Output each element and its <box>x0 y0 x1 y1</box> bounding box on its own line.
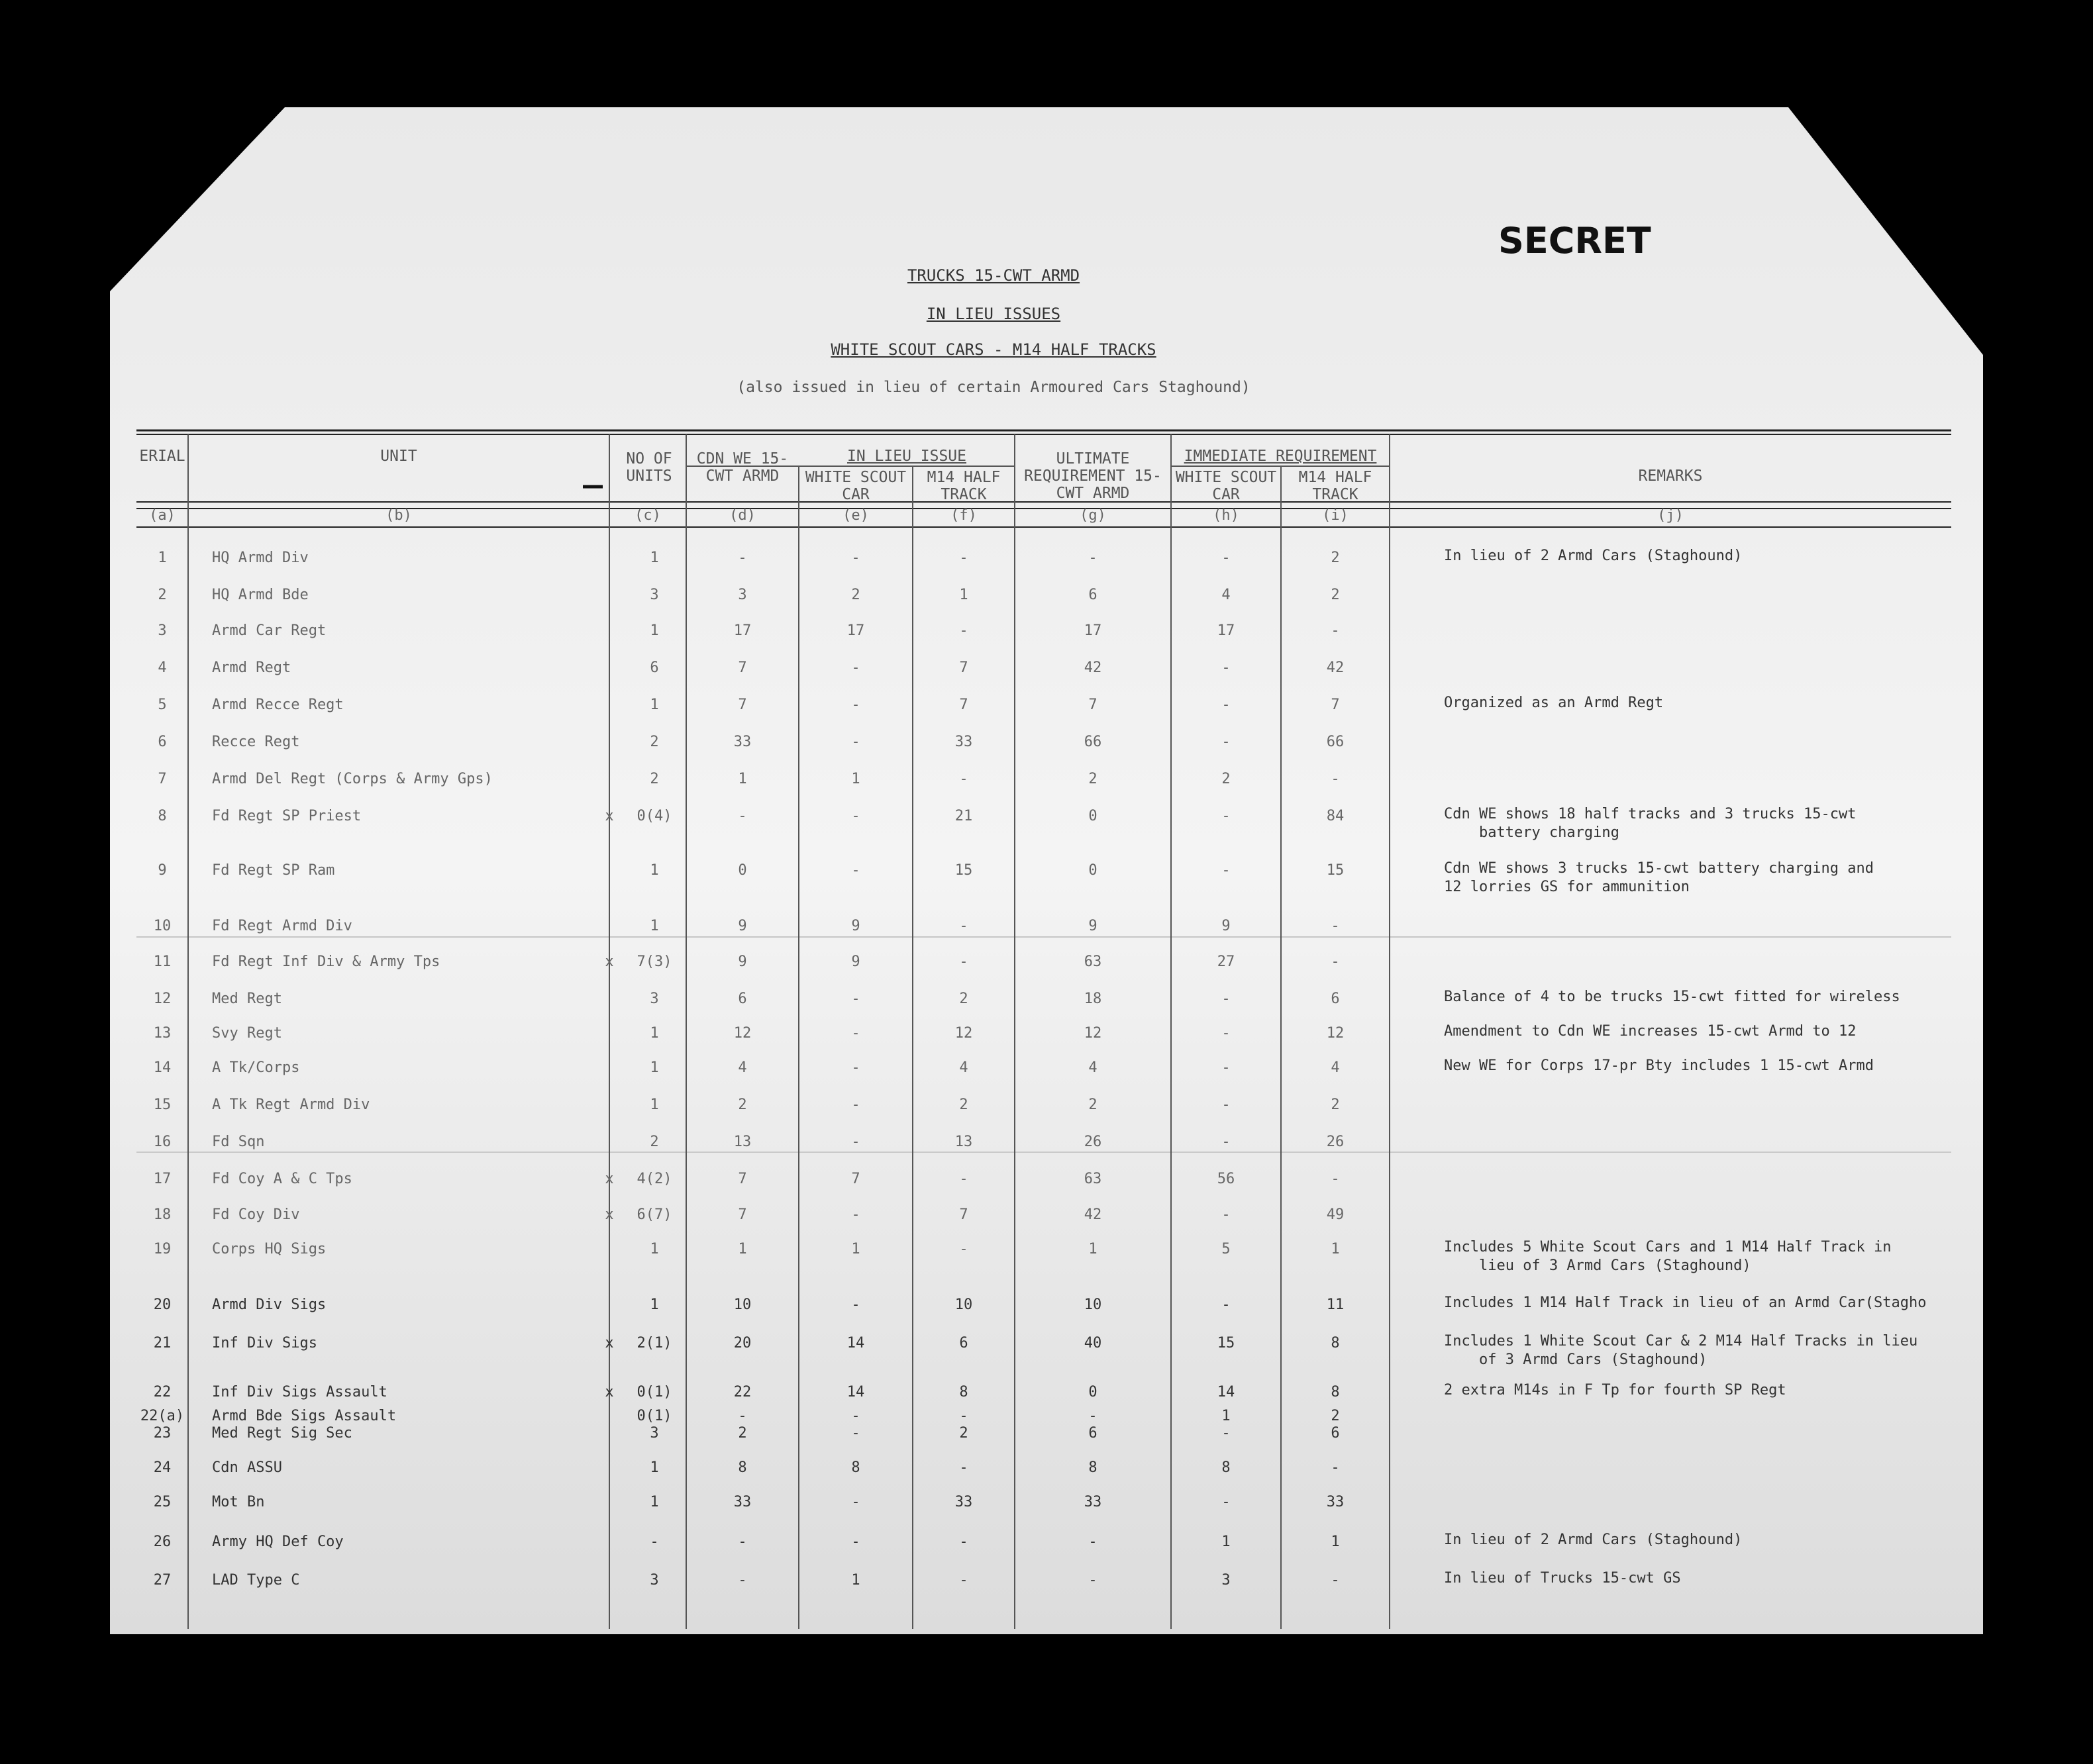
cell-ult: 0 <box>1088 808 1098 824</box>
cell-wsc: - <box>851 660 860 676</box>
col-header-cdn-we: CDN WE 15-CWT ARMD <box>696 450 789 485</box>
cell-unit: Corps HQ Sigs <box>212 1241 327 1257</box>
cell-units: 3 <box>650 1572 659 1589</box>
cell-im14: 15 <box>1326 862 1345 879</box>
cell-iwsc: - <box>1221 808 1231 824</box>
cell-serial: 14 <box>153 1059 172 1076</box>
cell-ult: 0 <box>1088 862 1098 879</box>
cell-m14: - <box>959 771 968 787</box>
cell-serial: 16 <box>153 1134 172 1150</box>
cell-units: 2(1) <box>637 1335 672 1351</box>
cell-cdn: 22 <box>733 1384 752 1400</box>
cell-im14: 12 <box>1326 1025 1345 1042</box>
cell-wsc: 8 <box>851 1459 860 1476</box>
cell-serial: 13 <box>153 1025 172 1042</box>
cell-serial: 24 <box>153 1459 172 1476</box>
cell-serial: 9 <box>158 862 167 879</box>
cell-serial: 22 <box>153 1384 172 1400</box>
cell-cdn: 7 <box>738 660 747 676</box>
cell-remarks: Amendment to Cdn WE increases 15-cwt Armd to 12 <box>1444 1023 1857 1040</box>
cell-wsc: - <box>851 734 860 750</box>
cell-unit: Svy Regt <box>212 1025 282 1042</box>
cell-serial: 20 <box>153 1297 172 1313</box>
cell-unit: Mot Bn <box>212 1494 265 1510</box>
cell-mark: x <box>605 808 614 824</box>
col-header-immediate: IMMEDIATE REQUIREMENT <box>1184 448 1377 465</box>
cell-unit: Cdn ASSU <box>212 1459 282 1476</box>
cell-iwsc: - <box>1221 734 1231 750</box>
cell-remarks: Includes 1 White Scout Car & 2 M14 Half Tracks in lieu of 3 Armd Cars (Staghound) <box>1444 1333 1918 1368</box>
cell-wsc: 2 <box>851 587 860 603</box>
cell-m14: - <box>959 954 968 970</box>
cell-cdn: 33 <box>733 734 752 750</box>
cell-serial: 1 <box>158 550 167 566</box>
cell-cdn: 9 <box>738 918 747 934</box>
cell-im14: 84 <box>1326 808 1345 824</box>
cell-m14: 10 <box>954 1297 973 1313</box>
cell-iwsc: - <box>1221 991 1231 1007</box>
column-letter: (f) <box>950 507 977 524</box>
cell-units: 7(3) <box>637 954 672 970</box>
cell-ult: 10 <box>1084 1297 1102 1313</box>
cell-ult: 0 <box>1088 1384 1098 1400</box>
cell-unit: LAD Type C <box>212 1572 300 1589</box>
cell-m14: 2 <box>959 1425 968 1442</box>
cell-iwsc: - <box>1221 1025 1231 1042</box>
cell-cdn: 7 <box>738 697 747 713</box>
cell-wsc: - <box>851 1494 860 1510</box>
cell-wsc: - <box>851 991 860 1007</box>
cell-serial: 17 <box>153 1171 172 1187</box>
cell-wsc: - <box>851 1025 860 1042</box>
cell-cdn: 2 <box>738 1097 747 1113</box>
cell-serial: 2 <box>158 587 167 603</box>
cell-im14: 11 <box>1326 1297 1345 1313</box>
cell-units: 0(4) <box>637 808 672 824</box>
cell-ult: 6 <box>1088 587 1098 603</box>
column-letter: (c) <box>635 507 661 524</box>
cell-m14: 8 <box>959 1384 968 1400</box>
cell-cdn: 4 <box>738 1059 747 1076</box>
cell-m14: - <box>959 550 968 566</box>
cell-units: 4(2) <box>637 1171 672 1187</box>
cell-im14: - <box>1331 771 1340 787</box>
cell-units: 1 <box>650 550 659 566</box>
cell-units: 0(1) <box>637 1384 672 1400</box>
cell-iwsc: 14 <box>1217 1384 1235 1400</box>
cell-serial: 7 <box>158 771 167 787</box>
cell-m14: 12 <box>954 1025 973 1042</box>
cell-mark: x <box>605 1335 614 1351</box>
cell-mark: x <box>605 1171 614 1187</box>
cell-wsc: 1 <box>851 1241 860 1257</box>
cell-units: 1 <box>650 1297 659 1313</box>
cell-iwsc: 27 <box>1217 954 1235 970</box>
cell-ult: 26 <box>1084 1134 1102 1150</box>
column-letter: (a) <box>149 507 176 524</box>
cell-wsc: 17 <box>846 622 865 639</box>
cell-cdn: 8 <box>738 1459 747 1476</box>
cell-iwsc: 5 <box>1221 1241 1231 1257</box>
cell-serial: 10 <box>153 918 172 934</box>
cell-ult: 6 <box>1088 1425 1098 1442</box>
cell-ult: 2 <box>1088 1097 1098 1113</box>
cell-iwsc: - <box>1221 1206 1231 1223</box>
cell-wsc: 14 <box>846 1335 865 1351</box>
cell-remarks: Includes 1 M14 Half Track in lieu of an Armd Car(Stagho <box>1444 1295 1927 1311</box>
cell-ult: - <box>1088 550 1098 566</box>
cell-m14: 7 <box>959 697 968 713</box>
cell-unit: Med Regt Sig Sec <box>212 1425 352 1442</box>
cell-im14: 4 <box>1331 1059 1340 1076</box>
cell-units: 3 <box>650 1425 659 1442</box>
cell-m14: 21 <box>954 808 973 824</box>
cell-im14: 6 <box>1331 991 1340 1007</box>
cell-iwsc: - <box>1221 1059 1231 1076</box>
cell-wsc: - <box>851 697 860 713</box>
doc-title-2: IN LIEU ISSUES <box>926 305 1061 323</box>
cell-ult: 18 <box>1084 991 1102 1007</box>
cell-iwsc: - <box>1221 862 1231 879</box>
cell-unit: HQ Armd Div <box>212 550 309 566</box>
cell-im14: 7 <box>1331 697 1340 713</box>
cell-ult: 42 <box>1084 660 1102 676</box>
cell-remarks: 2 extra M14s in F Tp for fourth SP Regt <box>1444 1382 1786 1398</box>
cell-wsc: - <box>851 1408 860 1424</box>
cell-remarks: New WE for Corps 17-pr Bty includes 1 15-cwt Armd <box>1444 1057 1874 1074</box>
cell-im14: 2 <box>1331 550 1340 566</box>
cell-m14: - <box>959 918 968 934</box>
cell-m14: 7 <box>959 660 968 676</box>
cell-units: 1 <box>650 1097 659 1113</box>
cell-ult: 42 <box>1084 1206 1102 1223</box>
cell-unit: Med Regt <box>212 991 282 1007</box>
cell-serial: 23 <box>153 1425 172 1442</box>
cell-cdn: - <box>738 1572 747 1589</box>
cell-serial: 3 <box>158 622 167 639</box>
cell-serial: 25 <box>153 1494 172 1510</box>
col-header-serial: ERIAL <box>139 448 185 465</box>
cell-units: 1 <box>650 1494 659 1510</box>
cell-im14: 1 <box>1331 1534 1340 1550</box>
cell-m14: 13 <box>954 1134 973 1150</box>
cell-cdn: 1 <box>738 1241 747 1257</box>
cell-im14: 33 <box>1326 1494 1345 1510</box>
cell-ult: 9 <box>1088 918 1098 934</box>
cell-ult: 8 <box>1088 1459 1098 1476</box>
cell-im14: 1 <box>1331 1241 1340 1257</box>
cell-wsc: - <box>851 1297 860 1313</box>
cell-iwsc: - <box>1221 1134 1231 1150</box>
cell-units: - <box>650 1534 659 1550</box>
cell-ult: 2 <box>1088 771 1098 787</box>
cell-unit: Fd Regt Armd Div <box>212 918 352 934</box>
cell-iwsc: - <box>1221 1297 1231 1313</box>
cell-im14: - <box>1331 918 1340 934</box>
cell-unit: Fd Regt SP Priest <box>212 808 362 824</box>
col-header-m14: M14 HALF TRACK <box>927 469 1001 503</box>
cell-cdn: 3 <box>738 587 747 603</box>
cell-ult: 4 <box>1088 1059 1098 1076</box>
cell-im14: 2 <box>1331 1408 1340 1424</box>
doc-subtitle: (also issued in lieu of certain Armoured Cars Staghound) <box>737 379 1251 396</box>
cell-m14: 1 <box>959 587 968 603</box>
cell-iwsc: 3 <box>1221 1572 1231 1589</box>
cell-im14: 8 <box>1331 1335 1340 1351</box>
cell-unit: Armd Car Regt <box>212 622 327 639</box>
cell-im14: 26 <box>1326 1134 1345 1150</box>
cell-unit: A Tk Regt Armd Div <box>212 1097 370 1113</box>
cell-units: 1 <box>650 1241 659 1257</box>
column-letter: (g) <box>1080 507 1106 524</box>
cell-im14: 6 <box>1331 1425 1340 1442</box>
cell-cdn: 10 <box>733 1297 752 1313</box>
col-header-unit: UNIT <box>380 448 417 465</box>
cell-iwsc: 56 <box>1217 1171 1235 1187</box>
cell-unit: Armd Bde Sigs Assault <box>212 1408 397 1424</box>
cell-cdn: 13 <box>733 1134 752 1150</box>
cell-ult: 33 <box>1084 1494 1102 1510</box>
cell-iwsc: 1 <box>1221 1408 1231 1424</box>
cell-iwsc: - <box>1221 550 1231 566</box>
cell-wsc: 7 <box>851 1171 860 1187</box>
cell-im14: - <box>1331 1459 1340 1476</box>
cell-serial: 15 <box>153 1097 172 1113</box>
cell-unit: Army HQ Def Coy <box>212 1534 344 1550</box>
doc-title: TRUCKS 15-CWT ARMD <box>907 266 1080 285</box>
cell-im14: - <box>1331 622 1340 639</box>
cell-unit: Armd Recce Regt <box>212 697 344 713</box>
column-letter: (h) <box>1213 507 1239 524</box>
cell-wsc: - <box>851 550 860 566</box>
col-header-no-units: NO OF UNITS <box>626 450 672 485</box>
cell-wsc: 1 <box>851 1572 860 1589</box>
cell-wsc: 1 <box>851 771 860 787</box>
cell-remarks: Organized as an Armd Regt <box>1444 695 1664 711</box>
cell-unit: Recce Regt <box>212 734 300 750</box>
cell-im14: - <box>1331 1572 1340 1589</box>
cell-ult: 12 <box>1084 1025 1102 1042</box>
cell-mark: x <box>605 1206 614 1223</box>
cell-ult: - <box>1088 1408 1098 1424</box>
cell-unit: Inf Div Sigs Assault <box>212 1384 387 1400</box>
cell-cdn: 7 <box>738 1206 747 1223</box>
cell-m14: - <box>959 1171 968 1187</box>
cell-units: 1 <box>650 1459 659 1476</box>
cell-m14: 15 <box>954 862 973 879</box>
cell-units: 0(1) <box>637 1408 672 1424</box>
cell-wsc: 9 <box>851 918 860 934</box>
cell-serial: 8 <box>158 808 167 824</box>
cell-iwsc: 8 <box>1221 1459 1231 1476</box>
cell-units: 1 <box>650 862 659 879</box>
cell-units: 3 <box>650 991 659 1007</box>
cell-serial: 4 <box>158 660 167 676</box>
cell-serial: 12 <box>153 991 172 1007</box>
cell-serial: 19 <box>153 1241 172 1257</box>
cell-wsc: 14 <box>846 1384 865 1400</box>
cell-unit: Armd Regt <box>212 660 291 676</box>
cell-remarks: Cdn WE shows 18 half tracks and 3 trucks 15-cwt battery charging <box>1444 806 1857 841</box>
cell-ult: 63 <box>1084 954 1102 970</box>
column-letter: (d) <box>729 507 756 524</box>
cell-wsc: - <box>851 1206 860 1223</box>
doc-title-3: WHITE SCOUT CARS - M14 HALF TRACKS <box>831 340 1156 359</box>
cell-units: 6 <box>650 660 659 676</box>
cell-units: 2 <box>650 771 659 787</box>
cell-remarks: In lieu of 2 Armd Cars (Staghound) <box>1444 548 1743 564</box>
cell-unit: Fd Coy A & C Tps <box>212 1171 352 1187</box>
cell-serial: 18 <box>153 1206 172 1223</box>
cell-iwsc: - <box>1221 660 1231 676</box>
cell-units: 1 <box>650 622 659 639</box>
cell-ult: 66 <box>1084 734 1102 750</box>
cell-units: 2 <box>650 734 659 750</box>
cell-wsc: - <box>851 862 860 879</box>
cell-m14: 33 <box>954 1494 973 1510</box>
cell-wsc: - <box>851 808 860 824</box>
cell-unit: Armd Del Regt (Corps & Army Gps) <box>212 771 493 787</box>
cell-im14: - <box>1331 1171 1340 1187</box>
cell-serial: 11 <box>153 954 172 970</box>
cell-ult: 7 <box>1088 697 1098 713</box>
cell-ult: 40 <box>1084 1335 1102 1351</box>
cell-im14: 66 <box>1326 734 1345 750</box>
secret-stamp: SECRET <box>1498 220 1651 262</box>
cell-ult: 1 <box>1088 1241 1098 1257</box>
cell-cdn: 7 <box>738 1171 747 1187</box>
col-header-ultimate: ULTIMATE REQUIREMENT 15-CWT ARMD <box>1024 450 1162 502</box>
cell-mark: x <box>605 954 614 970</box>
cell-unit: HQ Armd Bde <box>212 587 309 603</box>
cell-m14: 2 <box>959 991 968 1007</box>
cell-m14: 6 <box>959 1335 968 1351</box>
cell-iwsc: 17 <box>1217 622 1235 639</box>
cell-wsc: - <box>851 1097 860 1113</box>
cell-iwsc: - <box>1221 697 1231 713</box>
cell-im14: 8 <box>1331 1384 1340 1400</box>
cell-units: 2 <box>650 1134 659 1150</box>
cell-units: 1 <box>650 918 659 934</box>
column-letter: (i) <box>1322 507 1349 524</box>
cell-iwsc: - <box>1221 1097 1231 1113</box>
cell-serial: 21 <box>153 1335 172 1351</box>
cell-im14: 2 <box>1331 1097 1340 1113</box>
cell-iwsc: 1 <box>1221 1534 1231 1550</box>
cell-cdn: 0 <box>738 862 747 879</box>
cell-ult: - <box>1088 1534 1098 1550</box>
cell-iwsc: 9 <box>1221 918 1231 934</box>
cell-im14: 42 <box>1326 660 1345 676</box>
cell-unit: A Tk/Corps <box>212 1059 300 1076</box>
cell-m14: 33 <box>954 734 973 750</box>
cell-ult: 63 <box>1084 1171 1102 1187</box>
col-header-imm-m14: M14 HALF TRACK <box>1298 469 1372 503</box>
cell-unit: Fd Regt SP Ram <box>212 862 335 879</box>
column-letter: (b) <box>385 507 412 524</box>
col-header-imm-wsc: WHITE SCOUT CAR <box>1175 469 1277 503</box>
cell-unit: Inf Div Sigs <box>212 1335 317 1351</box>
cell-wsc: - <box>851 1134 860 1150</box>
cell-units: 3 <box>650 587 659 603</box>
cell-cdn: 33 <box>733 1494 752 1510</box>
cell-remarks: Includes 5 White Scout Cars and 1 M14 Half Track in lieu of 3 Armd Cars (Staghound) <box>1444 1239 1892 1274</box>
cell-m14: 7 <box>959 1206 968 1223</box>
cell-m14: - <box>959 1241 968 1257</box>
cell-units: 1 <box>650 697 659 713</box>
cell-m14: 2 <box>959 1097 968 1113</box>
cell-m14: - <box>959 1572 968 1589</box>
cell-serial: 5 <box>158 697 167 713</box>
cell-cdn: - <box>738 1534 747 1550</box>
cell-iwsc: - <box>1221 1425 1231 1442</box>
cell-serial: 27 <box>153 1572 172 1589</box>
cell-unit: Fd Sqn <box>212 1134 265 1150</box>
column-letter: (e) <box>842 507 869 524</box>
cell-remarks: In lieu of 2 Armd Cars (Staghound) <box>1444 1532 1743 1548</box>
col-header-in-lieu: IN LIEU ISSUE <box>846 448 966 465</box>
cell-mark: x <box>605 1384 614 1400</box>
cell-iwsc: 2 <box>1221 771 1231 787</box>
cell-iwsc: - <box>1221 1494 1231 1510</box>
cell-remarks: Cdn WE shows 3 trucks 15-cwt battery charging and 12 lorries GS for ammunition <box>1444 860 1874 895</box>
cell-m14: - <box>959 1534 968 1550</box>
cell-cdn: 12 <box>733 1025 752 1042</box>
cell-cdn: - <box>738 550 747 566</box>
cell-iwsc: 15 <box>1217 1335 1235 1351</box>
cell-unit: Fd Regt Inf Div & Army Tps <box>212 954 440 970</box>
cell-units: 1 <box>650 1059 659 1076</box>
cell-remarks: In lieu of Trucks 15-cwt GS <box>1444 1570 1681 1587</box>
cell-cdn: 20 <box>733 1335 752 1351</box>
cell-wsc: - <box>851 1534 860 1550</box>
cell-im14: 2 <box>1331 587 1340 603</box>
cell-cdn: 2 <box>738 1425 747 1442</box>
cell-wsc: 9 <box>851 954 860 970</box>
cell-ult: 17 <box>1084 622 1102 639</box>
cell-cdn: 6 <box>738 991 747 1007</box>
cell-serial: 22(a) <box>140 1408 185 1424</box>
cell-m14: - <box>959 1459 968 1476</box>
cell-serial: 6 <box>158 734 167 750</box>
cell-wsc: - <box>851 1425 860 1442</box>
cell-cdn: 1 <box>738 771 747 787</box>
cell-units: 1 <box>650 1025 659 1042</box>
cell-iwsc: 4 <box>1221 587 1231 603</box>
cell-unit: Fd Coy Div <box>212 1206 300 1223</box>
cell-cdn: 17 <box>733 622 752 639</box>
column-letter: (j) <box>1657 507 1684 524</box>
col-header-wsc: WHITE SCOUT CAR <box>805 469 907 503</box>
cell-serial: 26 <box>153 1534 172 1550</box>
cell-wsc: - <box>851 1059 860 1076</box>
cell-units: 6(7) <box>637 1206 672 1223</box>
cell-cdn: - <box>738 808 747 824</box>
cell-im14: 49 <box>1326 1206 1345 1223</box>
col-header-remarks: REMARKS <box>1638 467 1703 485</box>
cell-ult: - <box>1088 1572 1098 1589</box>
cell-cdn: - <box>738 1408 747 1424</box>
cell-remarks: Balance of 4 to be trucks 15-cwt fitted for wireless <box>1444 989 1900 1005</box>
cell-cdn: 9 <box>738 954 747 970</box>
cell-m14: - <box>959 622 968 639</box>
cell-m14: 4 <box>959 1059 968 1076</box>
cell-im14: - <box>1331 954 1340 970</box>
cell-unit: Armd Div Sigs <box>212 1297 327 1313</box>
cell-m14: - <box>959 1408 968 1424</box>
